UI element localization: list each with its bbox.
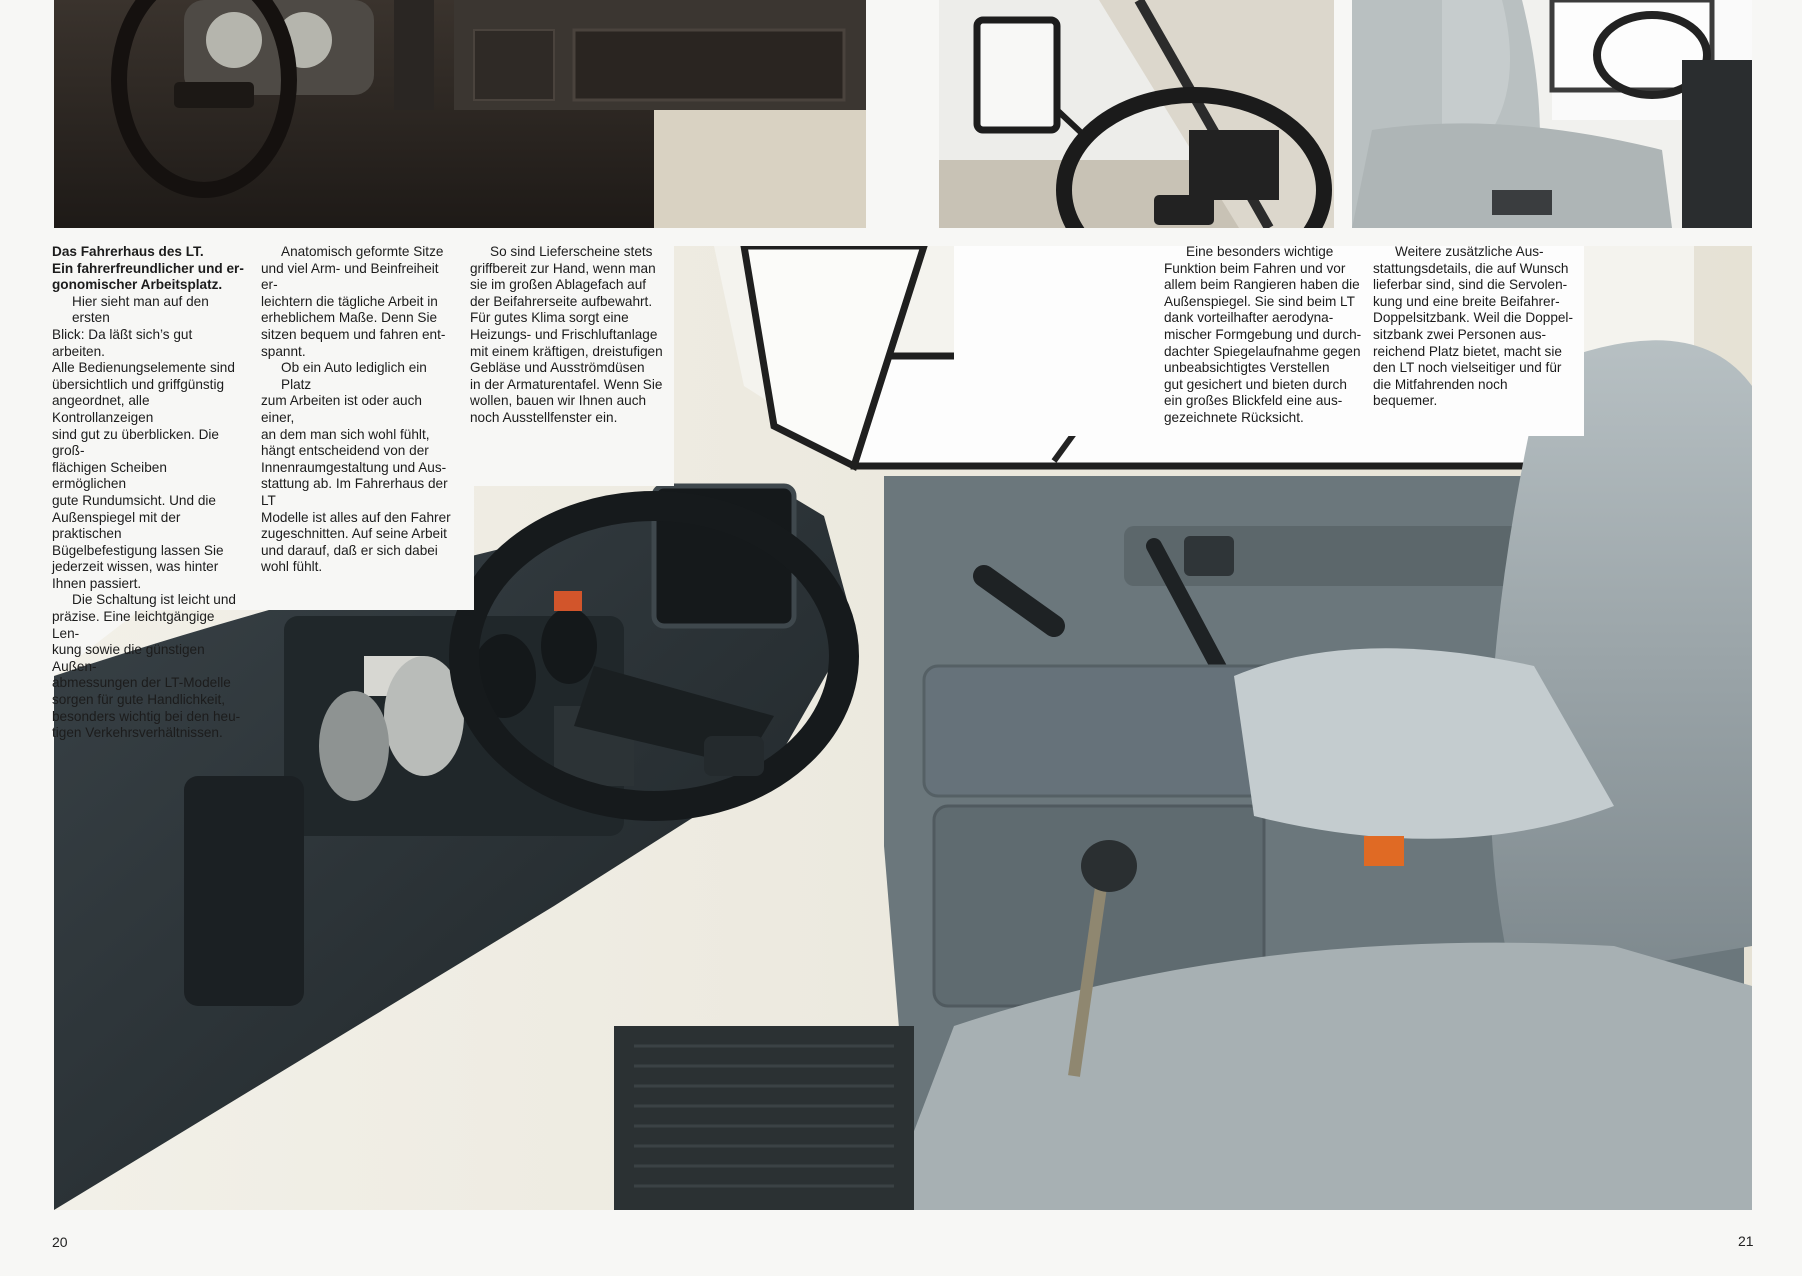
- text-line: angeordnet, alle Kontrollanzeigen: [52, 393, 154, 425]
- paragraph: [470, 244, 670, 427]
- photo-mirror-steering: [939, 0, 1334, 228]
- text-line: Doppelsitzbank. Weil die Doppel-: [1373, 310, 1573, 326]
- text-line: wollen, bauen wir Ihnen auch: [470, 393, 647, 409]
- text-line: Außenspiegel. Sie sind beim LT: [1164, 293, 1355, 309]
- text-line: jederzeit wissen, was hinter: [52, 559, 219, 575]
- text-line: gut gesichert und bieten durch: [1164, 376, 1347, 392]
- text-line: reichend Platz bietet, macht sie: [1373, 343, 1562, 359]
- text-line: Außenspiegel mit der praktischen: [52, 509, 181, 542]
- paragraph: [1373, 244, 1573, 410]
- text-line: ein großes Blickfeld eine aus-: [1164, 393, 1343, 409]
- text-line: wohl fühlt.: [261, 559, 323, 575]
- text-column-5: [1373, 244, 1573, 410]
- text-line: noch Ausstellfenster ein.: [470, 409, 618, 425]
- text-line: Bügelbefestigung lassen Sie: [52, 542, 224, 558]
- text-line: sitzen bequem und fahren ent-: [261, 326, 446, 342]
- text-line: Modelle ist alles auf den Fahrer: [261, 509, 451, 525]
- text-line: allem beim Rangieren haben die: [1164, 277, 1360, 293]
- text-line: mit einem kräftigen, dreistufigen: [470, 343, 663, 359]
- text-line: Anatomisch geformte Sitze: [281, 244, 444, 259]
- text-line: mischer Formgebung und durch-: [1164, 326, 1362, 342]
- text-line: Hier sieht man auf den ersten: [72, 293, 209, 326]
- text-line: und darauf, daß er sich dabei: [261, 542, 438, 558]
- text-line: Heizungs- und Frischluftanlage: [470, 326, 658, 342]
- text-line: sorgen für gute Handlichkeit,: [52, 692, 226, 708]
- headline-line: Ein fahrerfreundlicher und er-: [52, 260, 244, 276]
- paragraph: [52, 592, 244, 741]
- text-line: stattungsdetails, die auf Wunsch: [1373, 260, 1569, 276]
- paragraph: [261, 360, 457, 576]
- page-number-right: 21: [1738, 1233, 1754, 1249]
- headline: [52, 244, 244, 294]
- text-line: übersichtlich und griffgünstig: [52, 376, 225, 392]
- text-line: und viel Arm- und Beinfreiheit er-: [261, 260, 439, 293]
- text-line: sie im großen Ablagefach auf: [470, 277, 647, 293]
- text-line: stattung ab. Im Fahrerhaus der LT: [261, 476, 448, 508]
- text-line: präzise. Eine leichtgängige Len-: [52, 609, 215, 641]
- text-line: Weitere zusätzliche Aus-: [1395, 244, 1544, 259]
- text-line: So sind Lieferscheine stets: [490, 244, 653, 259]
- text-line: die Mitfahrenden noch bequemer.: [1373, 376, 1508, 409]
- page-number-left: 20: [52, 1234, 68, 1250]
- text-line: erheblichem Maße. Denn Sie: [261, 310, 438, 326]
- text-line: zugeschnitten. Auf seine Arbeit: [261, 526, 447, 542]
- text-line: kung sowie die günstigen Außen-: [52, 642, 205, 674]
- text-column-2: [261, 244, 457, 576]
- text-line: lieferbar sind, sind die Servolen-: [1373, 277, 1568, 293]
- text-line: dank vorteilhafter aerodyna-: [1164, 310, 1334, 326]
- text-line: abmessungen der LT-Modelle: [52, 675, 231, 691]
- text-line: gezeichnete Rücksicht.: [1164, 409, 1304, 425]
- text-line: Innenraumgestaltung und Aus-: [261, 459, 447, 475]
- text-line: sitzbank zwei Personen aus-: [1373, 326, 1547, 342]
- text-line: in der Armaturentafel. Wenn Sie: [470, 376, 663, 392]
- text-line: kung und eine breite Beifahrer-: [1373, 293, 1560, 309]
- text-line: griffbereit zur Hand, wenn man: [470, 260, 656, 276]
- text-line: Funktion beim Fahren und vor: [1164, 260, 1346, 276]
- text-line: dachter Spiegelaufnahme gegen: [1164, 343, 1361, 359]
- text-line: Alle Bedienungselemente sind: [52, 360, 235, 376]
- text-line: Ob ein Auto lediglich ein Platz: [281, 360, 427, 392]
- text-line: flächigen Scheiben ermöglichen: [52, 459, 167, 492]
- headline-line: gonomischer Arbeitsplatz.: [52, 277, 223, 293]
- photo-bench-seat: [1352, 0, 1752, 228]
- headline-line: Das Fahrerhaus des LT.: [52, 244, 204, 259]
- text-column-4: [1164, 244, 1364, 427]
- text-line: spannt.: [261, 343, 306, 359]
- text-line: den LT noch vielseitiger und für: [1373, 360, 1562, 376]
- text-line: Blick: Da läßt sich’s gut arbeiten.: [52, 326, 193, 359]
- text-line: sind gut zu überblicken. Die groß-: [52, 426, 219, 459]
- text-line: Die Schaltung ist leicht und: [72, 592, 236, 608]
- text-line: leichtern die tägliche Arbeit in: [261, 293, 438, 309]
- text-column-1: [52, 244, 244, 742]
- text-line: besonders wichtig bei den heu-: [52, 708, 241, 724]
- text-line: zum Arbeiten ist oder auch einer,: [261, 393, 422, 425]
- photo-instrument-panel: [54, 0, 866, 228]
- text-line: an dem man sich wohl fühlt,: [261, 426, 430, 442]
- text-line: Für gutes Klima sorgt eine: [470, 310, 629, 326]
- text-line: gute Rundumsicht. Und die: [52, 492, 216, 508]
- paragraph: [261, 244, 457, 360]
- text-line: Eine besonders wichtige: [1186, 244, 1334, 259]
- paragraph: [52, 294, 244, 593]
- text-line: tigen Verkehrsverhältnissen.: [52, 725, 223, 741]
- text-line: Gebläse und Ausströmdüsen: [470, 360, 645, 376]
- text-line: der Beifahrerseite aufbewahrt.: [470, 293, 653, 309]
- text-column-3: [470, 244, 670, 427]
- text-line: hängt entscheidend von der: [261, 443, 429, 459]
- paragraph: [1164, 244, 1364, 427]
- text-line: unbeabsichtigtes Verstellen: [1164, 360, 1330, 376]
- text-line: Ihnen passiert.: [52, 575, 142, 591]
